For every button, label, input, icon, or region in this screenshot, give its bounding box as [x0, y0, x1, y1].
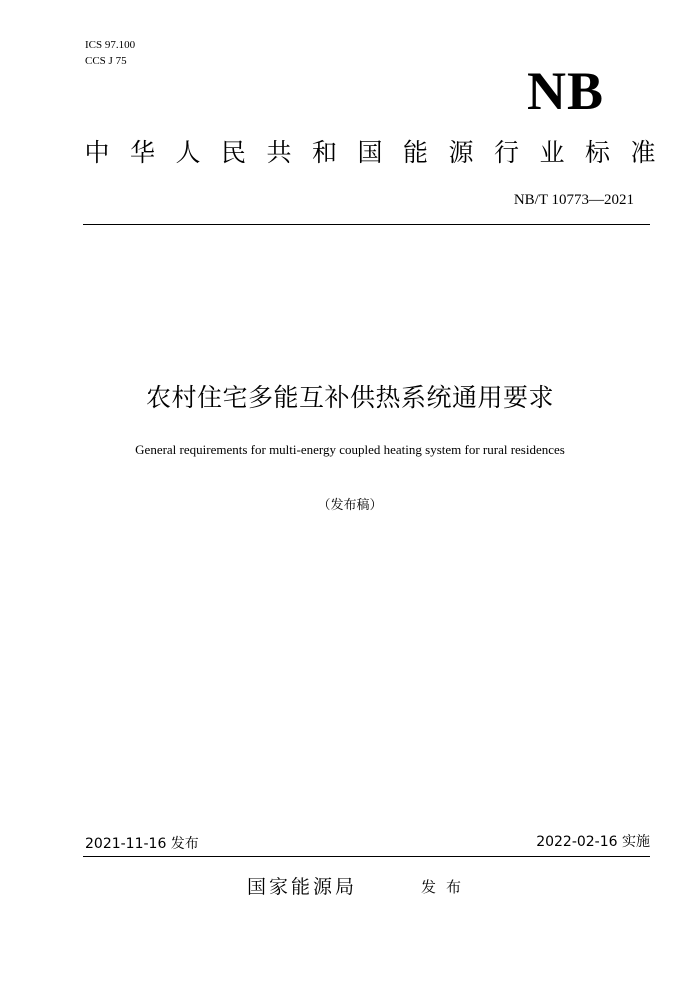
standard-type-char: 和: [311, 138, 337, 167]
standard-type-char: 能: [402, 138, 428, 167]
header-divider: [83, 224, 650, 225]
ccs-code: CCS J 75: [85, 55, 127, 67]
standard-type-char: 准: [630, 138, 656, 167]
standard-type-char: 华: [129, 138, 155, 167]
standard-type-char: 人: [175, 138, 201, 167]
issue-label: 发布: [421, 878, 472, 896]
draft-status-note: （发布稿）: [317, 498, 383, 513]
issue-date: 2021-11-16 发布: [85, 836, 199, 852]
standard-type-char: 源: [448, 138, 474, 167]
document-title-chinese: 农村住宅多能互补供热系统通用要求: [145, 383, 554, 412]
standard-type-char: 国: [357, 138, 383, 167]
standard-type-char: 业: [539, 138, 565, 167]
issuing-authority: 国家能源局: [247, 876, 358, 898]
standard-type-char: 共: [266, 138, 292, 167]
nb-logo: NB: [527, 61, 605, 121]
footer-divider: [83, 856, 650, 857]
ics-code: ICS 97.100: [85, 39, 136, 51]
standard-type-heading: [84, 136, 656, 170]
document-title-english: General requirements for multi-energy coupled heating system for rural residences: [135, 442, 565, 457]
standard-type-char: 中: [84, 138, 110, 167]
standard-type-char: 标: [584, 138, 610, 167]
standard-type-char: 行: [493, 138, 519, 167]
standard-number: NB/T 10773—2021: [513, 192, 634, 208]
implementation-date: 2022-02-16 实施: [536, 834, 650, 850]
standard-type-char: 民: [220, 138, 246, 167]
